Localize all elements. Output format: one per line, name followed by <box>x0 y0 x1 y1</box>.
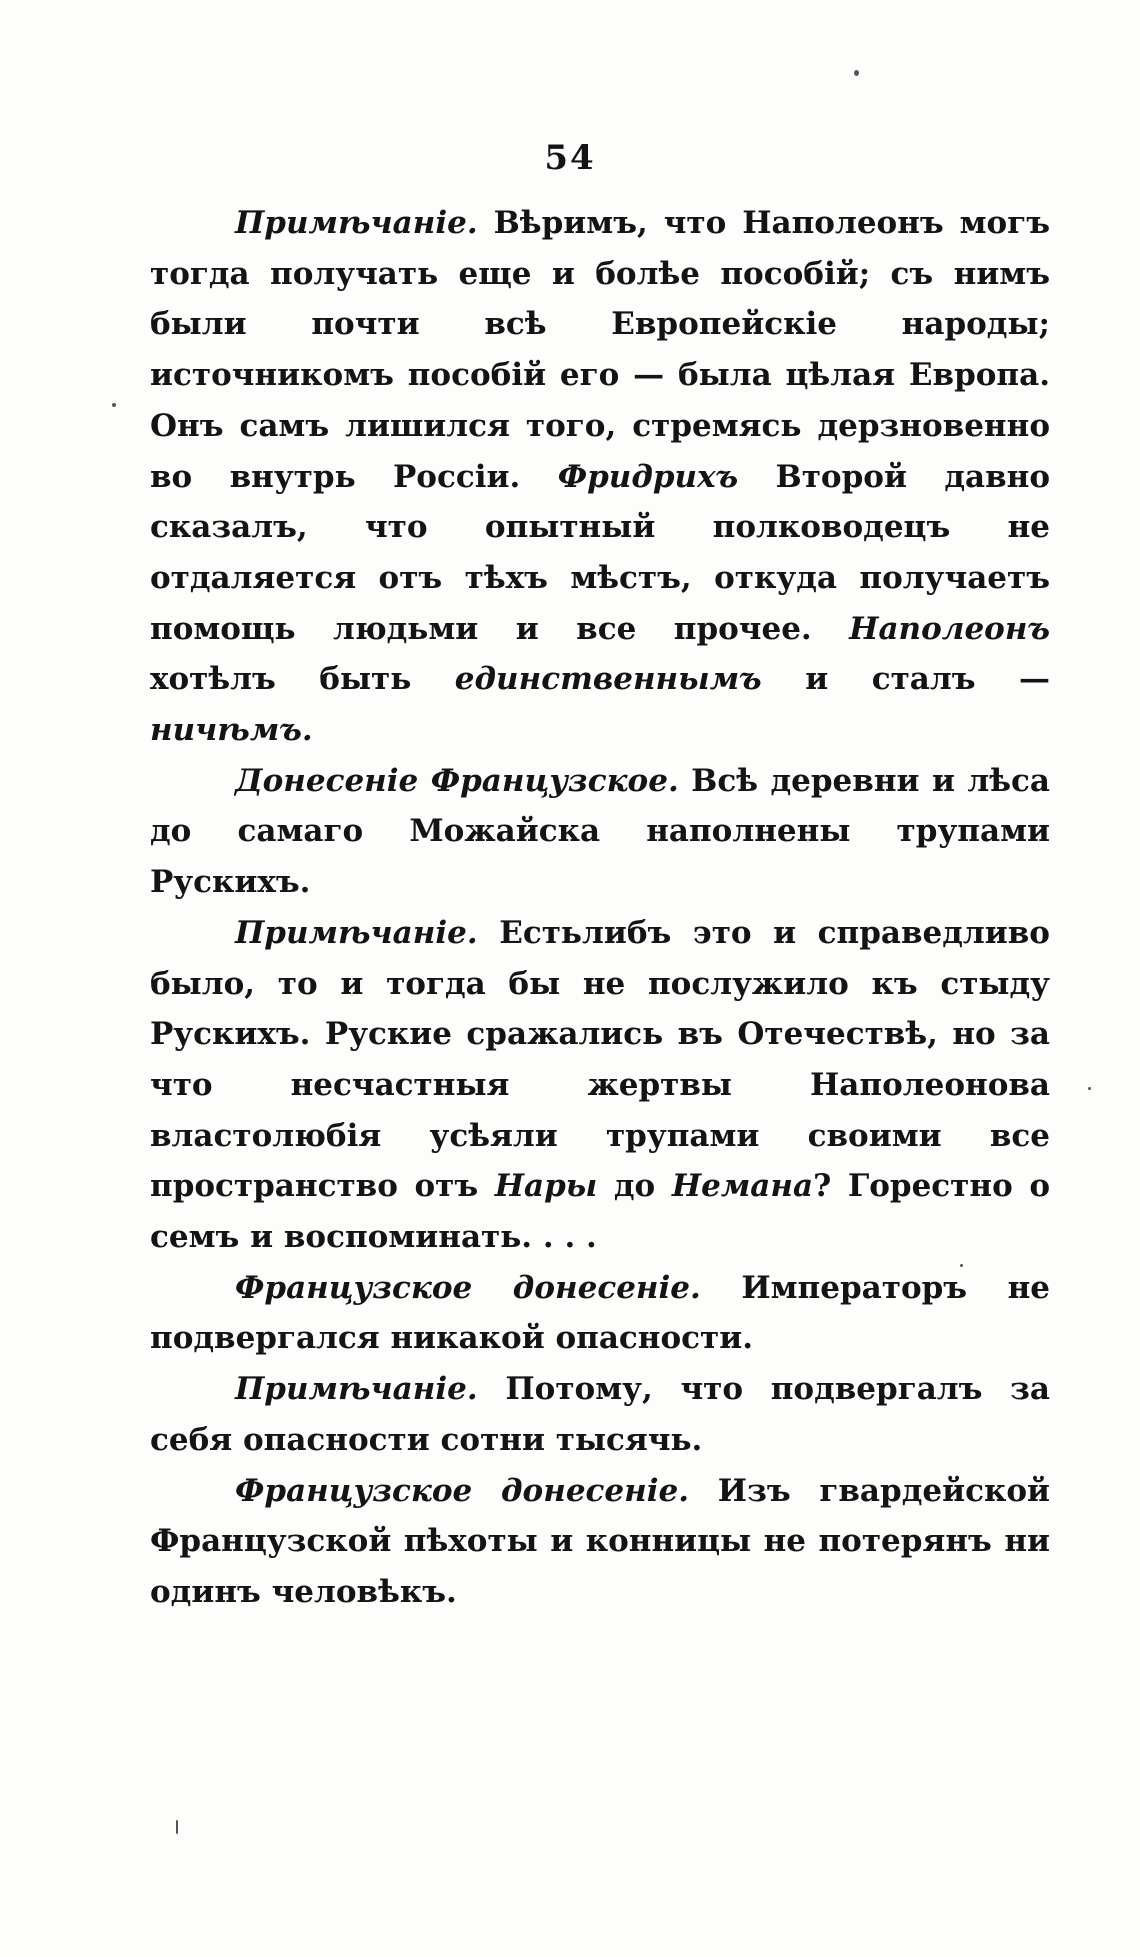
paragraph-text: и сталъ — <box>761 661 1050 698</box>
scan-speck <box>960 1264 963 1267</box>
page-number: 54 <box>544 138 596 178</box>
paragraph-text: Естьлибъ это и справедливо было, то и тогда бы не послужило къ стыду Рускихъ. Руские сражались въ Отечествѣ, но за что несчастныя жертвы Наполеонова властолюбія усѣяли трупами своими все пространство отъ <box>150 914 1050 1205</box>
emphasis-only-one: единственнымъ <box>454 661 762 698</box>
report-label: Донесеніе Французское. <box>235 762 679 799</box>
name-nara: Нары <box>494 1168 598 1205</box>
scan-speck <box>176 1820 178 1834</box>
scan-speck <box>1088 1087 1091 1090</box>
name-frederick: Фридрихъ <box>557 458 739 495</box>
paragraph-report-2 <box>150 1263 1050 1364</box>
paragraph-text: хотѣлъ быть <box>150 661 455 698</box>
scan-speck <box>854 70 859 76</box>
report-label: Французское донесеніе. <box>235 1472 690 1509</box>
paragraph-text: Изъ гвардейской Французской пѣхоты и конницы не потерянъ ни одинъ человѣкъ. <box>150 1472 1050 1610</box>
paragraph-text: ? Горестно о семъ и воспоминать. . . . <box>150 1168 1050 1256</box>
emphasis-nothing: ничѣмъ. <box>150 712 313 749</box>
paragraph-note-2 <box>150 908 1050 1263</box>
page-text <box>150 198 1050 1618</box>
paragraph-note-3 <box>150 1364 1050 1465</box>
paragraph-report-3 <box>150 1466 1050 1618</box>
name-napoleon: Наполеонъ <box>849 610 1050 647</box>
paragraph-text: Вѣримъ, что Наполеонъ могъ тогда получать еще и болѣе пособій; съ нимъ были почти всѣ Европейскіе народы; источникомъ пособій его — была цѣлая Европа. Онъ самъ лишился того, стремясь дерзновенно во внутрь Россіи. <box>150 205 1050 495</box>
scan-speck <box>112 403 116 407</box>
paragraph-text: Императоръ не подвергался никакой опасности. <box>150 1269 1051 1357</box>
paragraph-report-1 <box>150 756 1050 908</box>
report-label: Французское донесеніе. <box>235 1269 701 1306</box>
paragraph-text: Потому, что подвергалъ за себя опасности сотни тысячь. <box>150 1371 1050 1458</box>
note-label: Примѣчаніе. <box>235 1371 478 1408</box>
paragraph-text: Второй давно сказалъ, что опытный полководецъ не отдаляется отъ тѣхъ мѣстъ, откуда получаетъ помощь людьми и все прочее. <box>150 458 1050 647</box>
note-label: Примѣчаніе. <box>235 914 478 951</box>
paragraph-text: до <box>597 1168 672 1205</box>
note-label: Примѣчаніе. <box>235 205 478 241</box>
paragraph-text: Всѣ деревни и лѣса до самаго Можайска наполнены трупами Рускихъ. <box>150 762 1050 901</box>
name-neman: Немана <box>671 1168 814 1205</box>
paragraph-note-1 <box>150 198 1050 756</box>
